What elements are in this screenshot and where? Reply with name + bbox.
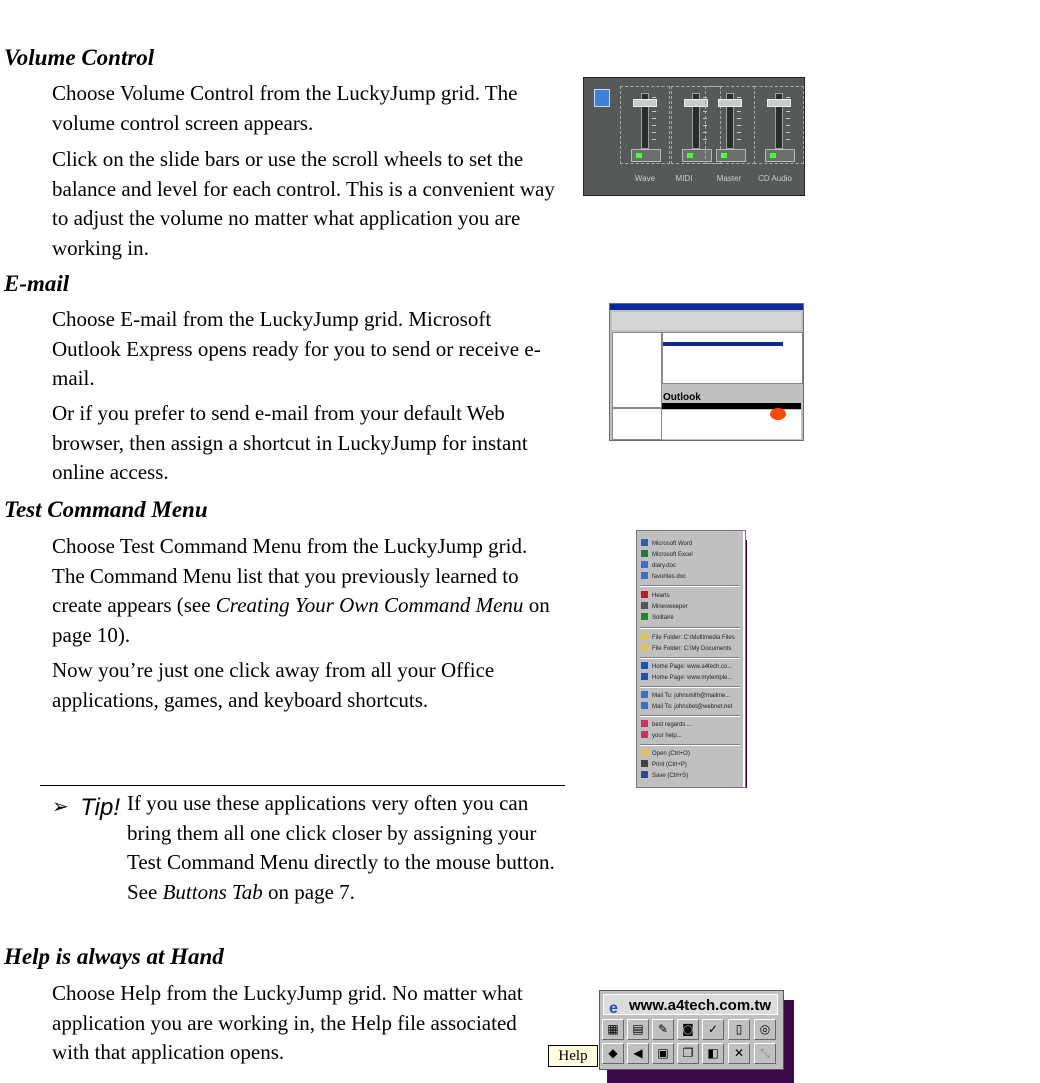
menu-item[interactable]: Solitaire bbox=[641, 613, 739, 623]
close-icon[interactable]: ✕ bbox=[728, 1043, 750, 1064]
email-paragraph-1: Choose E-mail from the LuckyJump grid. Microsoft Outlook Express opens ready for you to send or receive e-mail. bbox=[52, 307, 541, 390]
grid-button-icon[interactable]: ▦ bbox=[602, 1019, 624, 1040]
channel-label: Wave bbox=[634, 174, 656, 183]
scroll-icon[interactable]: ◎ bbox=[754, 1019, 776, 1040]
grid-button-icon[interactable]: ❐ bbox=[677, 1043, 699, 1064]
browser-icon: e bbox=[609, 1000, 618, 1017]
volume-control-heading: Volume Control bbox=[4, 45, 155, 70]
volume-control-paragraph-1: Choose Volume Control from the LuckyJump grid. The volume control screen appears. bbox=[52, 81, 518, 135]
grid-button-icon[interactable]: ✓ bbox=[702, 1019, 724, 1040]
help-tooltip: Help bbox=[548, 1045, 598, 1067]
menu-item[interactable]: your help... bbox=[641, 731, 739, 741]
menu-item[interactable]: Mail To: johnsbet@webnet.net bbox=[641, 702, 739, 712]
grid-button-icon[interactable]: ✎ bbox=[652, 1019, 674, 1040]
menu-item[interactable]: Hearts bbox=[641, 591, 739, 601]
channel-label: MIDI bbox=[675, 174, 693, 183]
contacts-pane bbox=[612, 408, 662, 440]
menu-item[interactable]: diary.doc bbox=[641, 561, 739, 571]
channel-label: CD Audio bbox=[758, 174, 792, 183]
mixer-channel bbox=[620, 86, 670, 164]
menu-item[interactable]: Mail To: johnsmith@mailme... bbox=[641, 691, 739, 701]
email-heading: E-mail bbox=[4, 271, 70, 296]
window-titlebar bbox=[610, 304, 803, 310]
volume-control-paragraph-2: Click on the slide bars or use the scroll wheels to set the balance and level for each control. This is a convenient way to adjust the volume no matter what application you are working in. bbox=[52, 147, 555, 260]
test-command-menu-paragraph-1: Choose Test Command Menu from the LuckyJump grid. The Command Menu list that you previously learned to create appears (see Creating Your Own Command Menu on page 10). bbox=[52, 534, 550, 647]
grid-button-icon[interactable]: ▯ bbox=[728, 1019, 750, 1040]
tip-label: Tip! bbox=[80, 794, 120, 821]
command-menu-screenshot bbox=[636, 530, 746, 788]
toolbar bbox=[612, 312, 801, 330]
message-list bbox=[662, 332, 803, 384]
mute-toggle[interactable] bbox=[631, 149, 661, 162]
volume-icon[interactable]: ◀ bbox=[627, 1043, 649, 1064]
menu-item[interactable]: File Folder: C:\Multimedia Files bbox=[641, 633, 739, 643]
outlook-logo-icon bbox=[770, 408, 786, 420]
help-paragraph: Choose Help from the LuckyJump grid. No matter what application you are working in, the Help file associated with that application opens. bbox=[52, 981, 523, 1064]
selected-message[interactable] bbox=[663, 342, 783, 346]
test-command-menu-heading: Test Command Menu bbox=[4, 497, 208, 522]
url-bar[interactable] bbox=[603, 994, 778, 1015]
tip-arrow-icon: ➢ bbox=[52, 794, 69, 818]
mixer-channel bbox=[705, 86, 755, 164]
menu-item[interactable]: best regards ... bbox=[641, 720, 739, 730]
menu-item[interactable]: Home Page: www.mytemple... bbox=[641, 673, 739, 683]
channel-label: Master bbox=[716, 174, 742, 183]
menu-item[interactable]: File Folder: C:\My Documents bbox=[641, 644, 739, 654]
folder-tree bbox=[612, 332, 662, 408]
volume-control-screenshot bbox=[583, 77, 805, 196]
menu-item[interactable]: Microsoft Word bbox=[641, 539, 739, 549]
menu-item[interactable]: Microsoft Excel bbox=[641, 550, 739, 560]
grid-button-icon[interactable]: ◙ bbox=[677, 1019, 699, 1040]
mute-toggle[interactable] bbox=[765, 149, 795, 162]
menu-item[interactable]: Home Page: www.a4tech.co... bbox=[641, 662, 739, 672]
mute-toggle[interactable] bbox=[716, 149, 746, 162]
outlook-brand: Outlook bbox=[663, 392, 701, 403]
mixer-channel bbox=[754, 86, 804, 164]
menu-item[interactable]: Minesweeper bbox=[641, 602, 739, 612]
luckyjump-grid bbox=[599, 990, 784, 1070]
menu-item[interactable]: favorites.doc bbox=[641, 572, 739, 582]
url-text: www.a4tech.com.tw bbox=[629, 997, 771, 1014]
resize-icon[interactable]: ⤡ bbox=[754, 1043, 776, 1064]
help-book-icon[interactable]: ◆ bbox=[602, 1043, 624, 1064]
tip-text: If you use these applications very often you can bring them all one click closer by assigning your Test Command Menu directly to the mouse button. See Buttons Tab on page 7. bbox=[127, 791, 555, 904]
mixer-logo-icon bbox=[594, 89, 610, 107]
grid-button-icon[interactable]: ◧ bbox=[702, 1043, 724, 1064]
menu-item[interactable]: Open (Ctrl+O) bbox=[641, 749, 739, 759]
outlook-express-screenshot bbox=[609, 303, 804, 441]
grid-button-icon[interactable]: ▤ bbox=[627, 1019, 649, 1040]
help-heading: Help is always at Hand bbox=[4, 944, 224, 969]
grid-button-icon[interactable]: ▣ bbox=[652, 1043, 674, 1064]
menu-item[interactable]: Save (Ctrl+S) bbox=[641, 771, 739, 781]
menu-item[interactable]: Print (Ctrl+P) bbox=[641, 760, 739, 770]
email-paragraph-2: Or if you prefer to send e-mail from your default Web browser, then assign a shortcut in LuckyJump for instant online access. bbox=[52, 401, 528, 484]
tip-divider bbox=[40, 785, 565, 786]
test-command-menu-paragraph-2: Now you’re just one click away from all your Office applications, games, and keyboard shortcuts. bbox=[52, 658, 495, 712]
